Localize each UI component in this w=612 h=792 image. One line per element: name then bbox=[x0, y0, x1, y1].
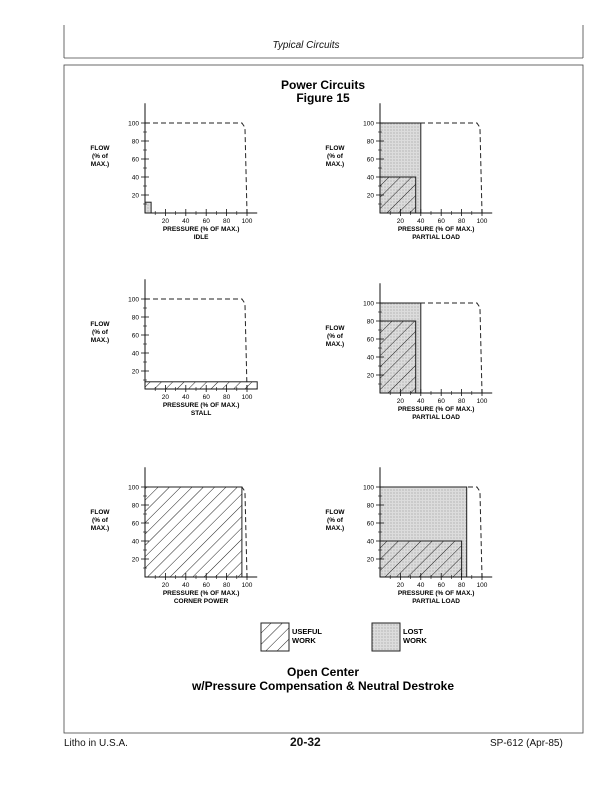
x-tick-label: 80 bbox=[222, 394, 231, 401]
x-tick-label: 100 bbox=[241, 394, 253, 401]
useful-work-area bbox=[145, 487, 242, 577]
useful-work-area bbox=[145, 382, 257, 389]
y-axis-label: FLOW bbox=[90, 509, 110, 516]
y-tick-label: 20 bbox=[131, 192, 139, 200]
x-axis-label: PRESSURE (% OF MAX.) bbox=[162, 402, 240, 409]
condition-label: CORNER POWER bbox=[173, 598, 229, 605]
y-tick-label: 20 bbox=[366, 556, 374, 564]
x-tick-label: 20 bbox=[396, 218, 405, 225]
section-title: Typical Circuits bbox=[272, 40, 340, 51]
x-tick-label: 100 bbox=[476, 582, 488, 589]
y-tick-label: 80 bbox=[131, 138, 139, 146]
x-axis-label: PRESSURE (% OF MAX.) bbox=[162, 590, 240, 597]
x-tick-label: 100 bbox=[241, 582, 253, 589]
footer-doc-id: SP-612 (Apr-85) bbox=[490, 738, 563, 749]
caption-line1: Open Center bbox=[286, 665, 360, 679]
figure-title: Power Circuits bbox=[280, 78, 366, 92]
condition-label: IDLE bbox=[193, 234, 209, 241]
x-tick-label: 40 bbox=[182, 218, 190, 225]
x-axis-label: PRESSURE (% OF MAX.) bbox=[397, 226, 475, 233]
y-axis-label: (% of bbox=[92, 517, 108, 524]
figure-border bbox=[64, 65, 583, 733]
y-tick-label: 20 bbox=[131, 556, 139, 564]
y-tick-label: 60 bbox=[131, 156, 139, 164]
y-axis-label: MAX.) bbox=[90, 525, 110, 532]
x-tick-label: 80 bbox=[222, 582, 231, 589]
y-axis-label: MAX.) bbox=[90, 337, 110, 344]
y-tick-label: 100 bbox=[363, 300, 374, 308]
useful-work-area bbox=[380, 177, 416, 213]
y-tick-label: 80 bbox=[366, 138, 374, 146]
charts-layer bbox=[90, 103, 492, 605]
y-tick-label: 20 bbox=[366, 192, 374, 200]
y-axis-label: MAX.) bbox=[90, 161, 110, 168]
y-tick-label: 60 bbox=[366, 156, 374, 164]
y-axis-label: MAX.) bbox=[325, 341, 345, 348]
legend-useful-swatch bbox=[261, 623, 289, 651]
x-tick-label: 40 bbox=[417, 398, 425, 405]
power-chart-6 bbox=[325, 467, 492, 605]
x-tick-label: 80 bbox=[457, 582, 466, 589]
x-tick-label: 20 bbox=[161, 582, 170, 589]
y-axis-label: FLOW bbox=[90, 145, 110, 152]
power-chart-5 bbox=[90, 467, 257, 605]
x-tick-label: 20 bbox=[161, 394, 170, 401]
y-tick-label: 100 bbox=[128, 296, 139, 304]
y-tick-label: 80 bbox=[131, 502, 139, 510]
x-tick-label: 40 bbox=[182, 582, 190, 589]
y-tick-label: 60 bbox=[366, 520, 374, 528]
condition-label: PARTIAL LOAD bbox=[412, 234, 460, 241]
power-chart-2 bbox=[325, 103, 492, 241]
y-tick-label: 20 bbox=[366, 372, 374, 380]
x-tick-label: 20 bbox=[396, 398, 405, 405]
y-tick-label: 80 bbox=[366, 502, 374, 510]
y-tick-label: 40 bbox=[366, 174, 374, 182]
max-output-curve bbox=[145, 299, 247, 389]
x-tick-label: 100 bbox=[476, 218, 488, 225]
max-output-curve bbox=[145, 123, 247, 213]
legend bbox=[261, 623, 427, 651]
useful-work-area bbox=[380, 321, 416, 393]
y-tick-label: 80 bbox=[131, 314, 139, 322]
y-tick-label: 60 bbox=[131, 332, 139, 340]
useful-work-area bbox=[380, 541, 462, 577]
x-tick-label: 60 bbox=[202, 394, 210, 401]
y-tick-label: 40 bbox=[131, 538, 139, 546]
x-tick-label: 80 bbox=[222, 218, 231, 225]
condition-label: PARTIAL LOAD bbox=[412, 598, 460, 605]
y-tick-label: 100 bbox=[363, 120, 374, 128]
x-axis-label: PRESSURE (% OF MAX.) bbox=[397, 406, 475, 413]
y-tick-label: 80 bbox=[366, 318, 374, 326]
y-tick-label: 60 bbox=[131, 520, 139, 528]
y-axis-label: FLOW bbox=[325, 145, 345, 152]
x-tick-label: 40 bbox=[417, 582, 425, 589]
y-tick-label: 40 bbox=[366, 354, 374, 362]
x-tick-label: 80 bbox=[457, 398, 466, 405]
x-tick-label: 40 bbox=[182, 394, 190, 401]
x-tick-label: 100 bbox=[476, 398, 488, 405]
footer-litho: Litho in U.S.A. bbox=[64, 738, 128, 749]
y-tick-label: 20 bbox=[131, 368, 139, 376]
y-axis-label: FLOW bbox=[90, 321, 110, 328]
legend-lost-swatch bbox=[372, 623, 400, 651]
y-axis-label: MAX.) bbox=[325, 525, 345, 532]
y-tick-label: 100 bbox=[363, 484, 374, 492]
condition-label: STALL bbox=[190, 410, 212, 417]
power-chart-4 bbox=[325, 283, 492, 421]
caption-line2: w/Pressure Compensation & Neutral Destroke bbox=[191, 679, 455, 693]
y-tick-label: 60 bbox=[366, 336, 374, 344]
power-chart-3 bbox=[90, 279, 257, 417]
x-tick-label: 60 bbox=[437, 218, 445, 225]
y-tick-label: 40 bbox=[131, 350, 139, 358]
y-tick-label: 40 bbox=[131, 174, 139, 182]
y-tick-label: 40 bbox=[366, 538, 374, 546]
y-tick-label: 100 bbox=[128, 120, 139, 128]
x-tick-label: 20 bbox=[161, 218, 170, 225]
x-tick-label: 40 bbox=[417, 218, 425, 225]
x-axis-label: PRESSURE (% OF MAX.) bbox=[397, 590, 475, 597]
y-axis-label: (% of bbox=[327, 333, 343, 340]
x-tick-label: 100 bbox=[241, 218, 253, 225]
x-tick-label: 80 bbox=[457, 218, 466, 225]
power-chart-1 bbox=[90, 103, 257, 241]
y-axis-label: MAX.) bbox=[325, 161, 345, 168]
y-axis-label: (% of bbox=[92, 329, 108, 336]
legend-useful-label: USEFUL WORK bbox=[292, 627, 322, 645]
x-tick-label: 60 bbox=[202, 582, 210, 589]
x-tick-label: 60 bbox=[437, 398, 445, 405]
x-axis-label: PRESSURE (% OF MAX.) bbox=[162, 226, 240, 233]
page-number: 20-32 bbox=[290, 735, 321, 749]
condition-label: PARTIAL LOAD bbox=[412, 414, 460, 421]
x-tick-label: 20 bbox=[396, 582, 405, 589]
y-axis-label: (% of bbox=[327, 153, 343, 160]
figure-subtitle: Figure 15 bbox=[296, 91, 350, 105]
y-axis-label: FLOW bbox=[325, 325, 345, 332]
y-axis-label: FLOW bbox=[325, 509, 345, 516]
legend-lost-label: LOST WORK bbox=[403, 627, 427, 645]
x-tick-label: 60 bbox=[437, 582, 445, 589]
y-axis-label: (% of bbox=[92, 153, 108, 160]
x-tick-label: 60 bbox=[202, 218, 210, 225]
y-axis-label: (% of bbox=[327, 517, 343, 524]
y-tick-label: 100 bbox=[128, 484, 139, 492]
